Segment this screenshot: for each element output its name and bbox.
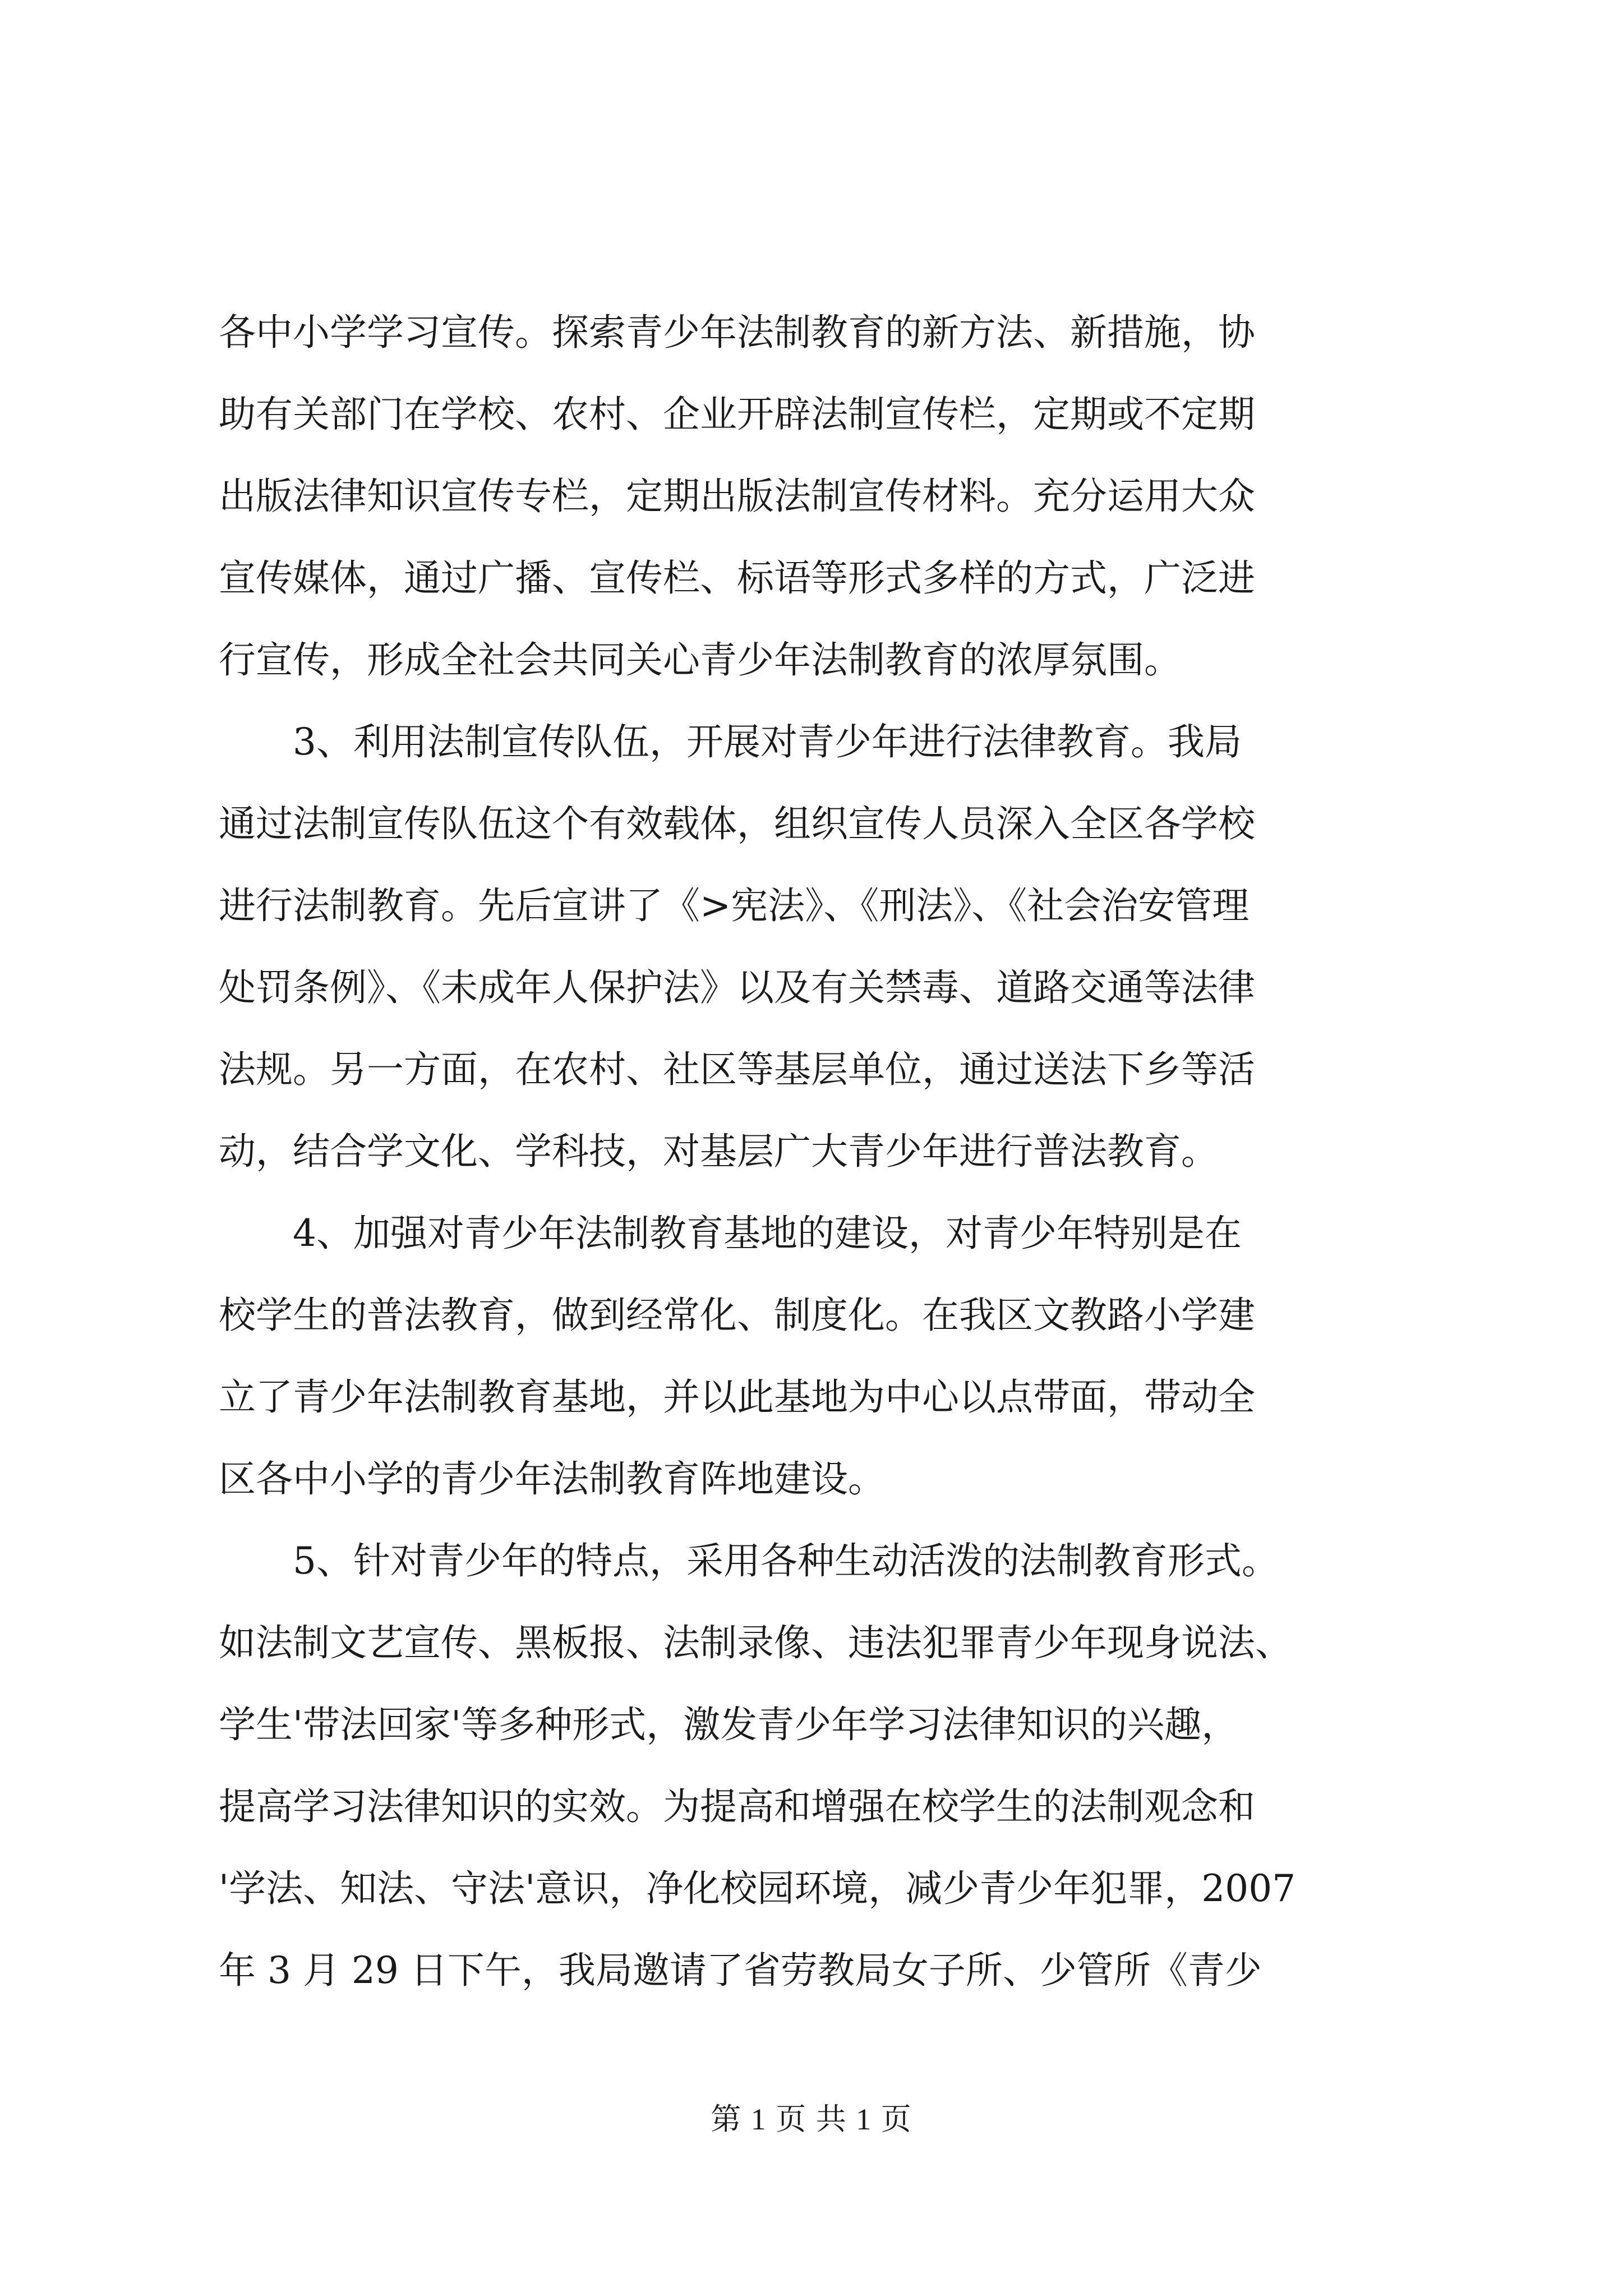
- text-line: 年 3 月 29 日下午，我局邀请了省劳教局女子所、少管所《青少: [219, 1949, 1262, 1992]
- text-line: 各中小学学习宣传。探索青少年法制教育的新方法、新措施，协: [219, 311, 1255, 354]
- paragraph-5-first-line: 5、针对青少年的特点，采用各种生动活泼的法制教育形式。: [293, 1539, 1279, 1582]
- text-line: 提高学习法律知识的实效。为提高和增强在校学生的法制观念和: [219, 1785, 1255, 1828]
- text-line: 如法制文艺宣传、黑板报、法制录像、违法犯罪青少年现身说法、: [219, 1621, 1292, 1664]
- text-line: 助有关部门在学校、农村、企业开辟法制宣传栏，定期或不定期: [219, 393, 1255, 436]
- text-line: 通过法制宣传队伍这个有效载体，组织宣传人员深入全区各学校: [219, 802, 1255, 845]
- paragraph-4-first-line: 4、加强对青少年法制教育基地的建设，对青少年特别是在: [293, 1212, 1242, 1255]
- text-line: 动，结合学文化、学科技，对基层广大青少年进行普法教育。: [219, 1130, 1218, 1173]
- paragraph-3-first-line: 3、利用法制宣传队伍，开展对青少年进行法律教育。我局: [293, 720, 1242, 763]
- page-footer: 第 1 页 共 1 页: [711, 2102, 912, 2136]
- text-line: 进行法制教育。先后宣讲了《>宪法》、《刑法》、《社会治安管理: [219, 884, 1249, 927]
- text-line: 区各中小学的青少年法制教育阵地建设。: [219, 1457, 885, 1501]
- text-line: '学法、知法、守法'意识，净化校园环境，减少青少年犯罪，2007: [219, 1867, 1296, 1910]
- text-line: 学生'带法回家'等多种形式，激发青少年学习法律知识的兴趣，: [219, 1703, 1239, 1746]
- text-line: 处罚条例》、《未成年人保护法》以及有关禁毒、道路交通等法律: [219, 966, 1255, 1009]
- text-line: 法规。另一方面，在农村、社区等基层单位，通过送法下乡等活: [219, 1048, 1255, 1091]
- body-text: [219, 292, 1413, 2012]
- text-line: 立了青少年法制教育基地，并以此基地为中心以点带面，带动全: [219, 1375, 1255, 1419]
- text-line: 出版法律知识宣传专栏，定期出版法制宣传材料。充分运用大众: [219, 475, 1255, 518]
- text-line: 行宣传，形成全社会共同关心青少年法制教育的浓厚氛围。: [219, 638, 1181, 682]
- text-line: 校学生的普法教育，做到经常化、制度化。在我区文教路小学建: [219, 1294, 1255, 1337]
- text-line: 宣传媒体，通过广播、宣传栏、标语等形式多样的方式，广泛进: [219, 556, 1255, 600]
